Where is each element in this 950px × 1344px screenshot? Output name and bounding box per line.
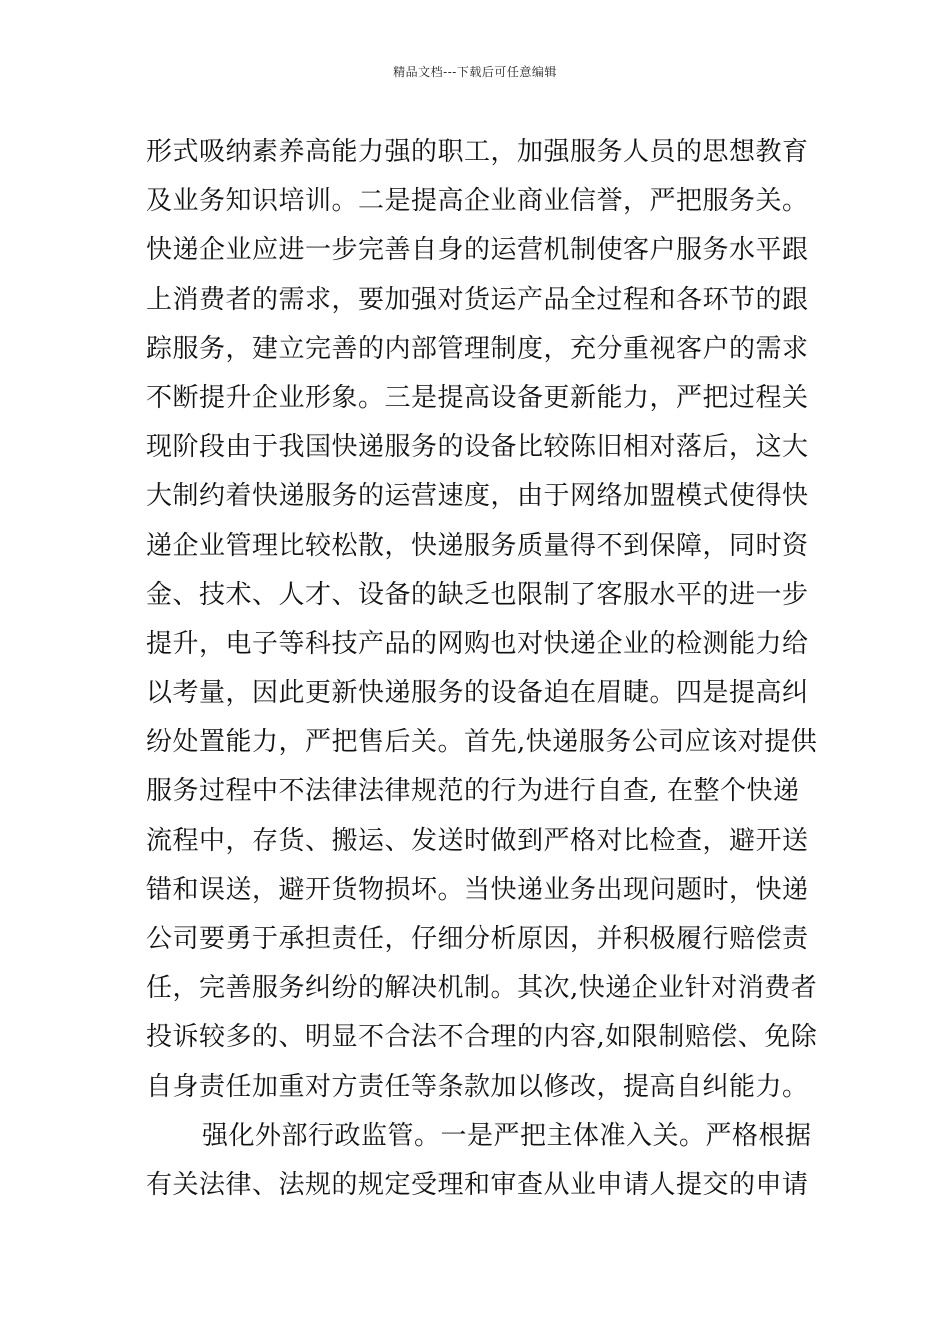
text-line: 不断提升企业形象。三是提高设备更新能力，严把过程关 xyxy=(146,382,809,413)
document-body xyxy=(146,128,818,1210)
text-line: 快递企业应进一步完善自身的运营机制使客户服务水平跟 xyxy=(146,235,809,266)
text-line: 服务过程中不法律法律规范的行为进行自查, 在整个快递 xyxy=(146,776,800,807)
text-line: 提升，电子等科技产品的网购也对快递企业的检测能力给 xyxy=(146,628,809,659)
page-header: 精品文档---下载后可任意编辑 xyxy=(393,65,557,79)
text-line: 金、技术、人才、设备的缺乏也限制了客服水平的进一步 xyxy=(146,579,809,610)
paragraph xyxy=(146,128,818,1112)
text-line: 踪服务，建立完善的内部管理制度，充分重视客户的需求 xyxy=(146,333,809,364)
text-line: 纷处置能力，严把售后关。首先,快递服务公司应该对提供 xyxy=(146,727,818,758)
text-line: 及业务知识培训。二是提高企业商业信誉，严把服务关。 xyxy=(146,186,809,217)
text-line: 任，完善服务纠纷的解决机制。其次,快递企业针对消费者 xyxy=(146,973,818,1004)
text-line: 错和误送，避开货物损坏。当快递业务出现问题时，快递 xyxy=(146,874,809,905)
text-line: 投诉较多的、明显不合法不合理的内容,如限制赔偿、免除 xyxy=(146,1022,818,1053)
text-line: 强化外部行政监管。一是严把主体准入关。严格根据 xyxy=(202,1120,812,1151)
text-line: 大制约着快递服务的运营速度，由于网络加盟模式使得快 xyxy=(146,481,809,512)
text-line: 以考量，因此更新快递服务的设备迫在眉睫。四是提高纠 xyxy=(146,678,809,709)
text-line: 形式吸纳素养高能力强的职工，加强服务人员的思想教育 xyxy=(146,137,809,167)
paragraph xyxy=(146,1112,810,1210)
text-line: 流程中，存货、搬运、发送时做到严格对比检查，避开送 xyxy=(146,825,809,856)
text-line: 递企业管理比较松散，快递服务质量得不到保障，同时资 xyxy=(146,530,809,561)
text-line: 上消费者的需求，要加强对货运产品全过程和各环节的跟 xyxy=(146,284,809,315)
text-line: 自身责任加重对方责任等条款加以修改，提高自纠能力。 xyxy=(146,1071,809,1102)
text-line: 现阶段由于我国快递服务的设备比较陈旧相对落后，这大 xyxy=(146,432,809,463)
text-line: 公司要勇于承担责任，仔细分析原因，并积极履行赔偿责 xyxy=(146,924,809,954)
text-line: 有关法律、法规的规定受理和审查从业申请人提交的申请 xyxy=(146,1169,809,1200)
